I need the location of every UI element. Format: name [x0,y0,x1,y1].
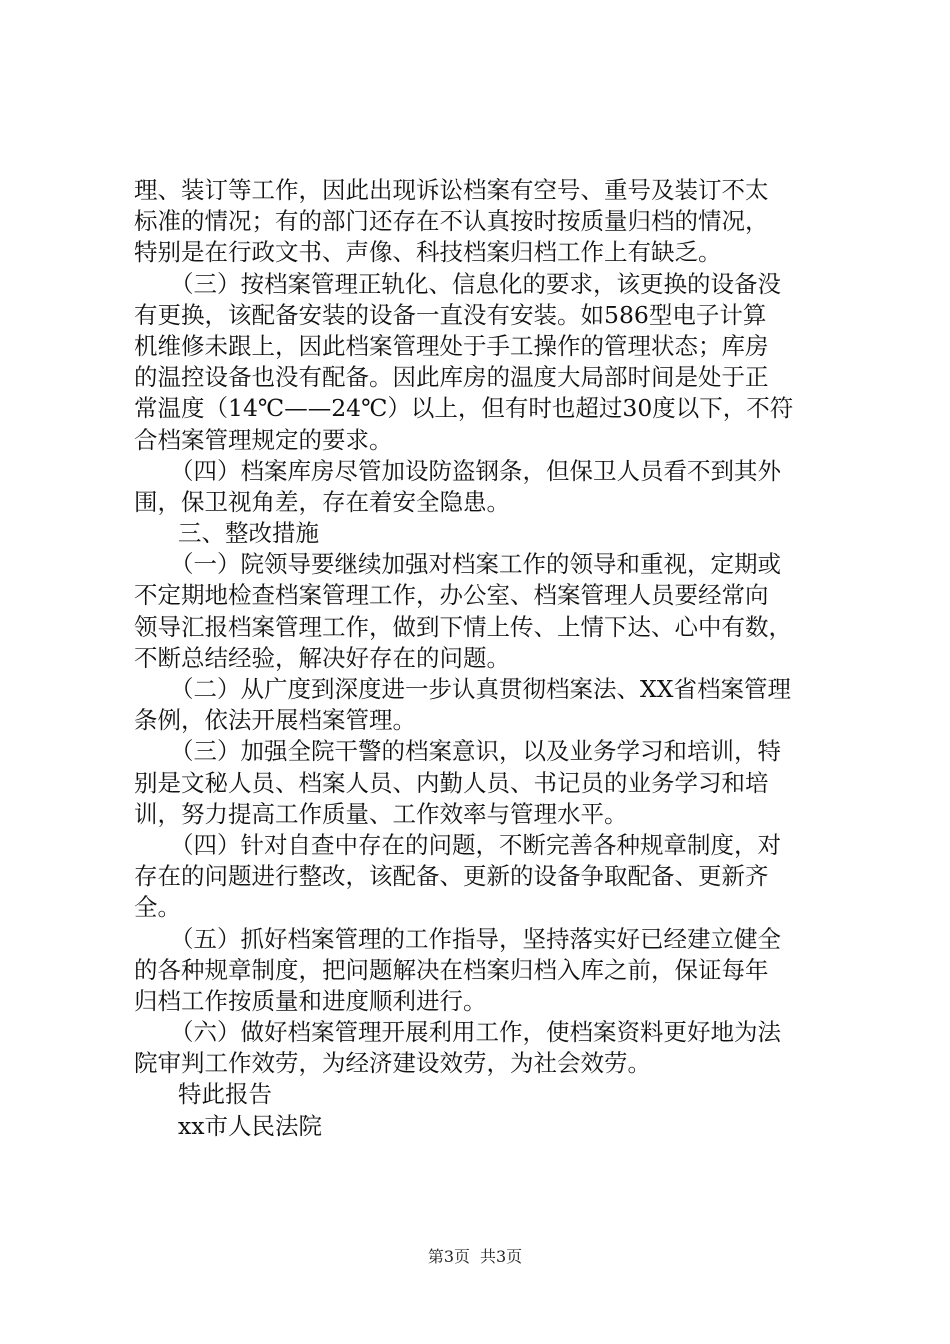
section-heading: 三、整改措施 [178,519,319,548]
text-line: 机维修未跟上，因此档案管理处于手工操作的管理状态；库房 [134,331,769,360]
text-line: 的各种规章制度，把问题解决在档案归档入库之前，保证每年 [134,955,769,984]
text-line: 别是文秘人员、档案人员、内勤人员、书记员的业务学习和培 [134,768,769,797]
text-line: 存在的问题进行整改，该配备、更新的设备争取配备、更新齐 [134,862,769,891]
page-number: 第3页 [427,1247,470,1266]
page-total: 共3页 [480,1247,523,1266]
text-line: 条例，依法开展档案管理。 [134,706,416,735]
text-line: 院审判工作效劳，为经济建设效劳，为社会效劳。 [134,1049,651,1078]
text-line: （二）从广度到深度进一步认真贯彻档案法、XX省档案管理 [170,675,791,703]
signature-line: xx市人民法院 [178,1111,323,1140]
text-line: （六）做好档案管理开展利用工作，使档案资料更好地为法 [170,1018,781,1047]
text-line: 归档工作按质量和进度顺利进行。 [134,986,487,1015]
text-line: 围，保卫视角差，存在着安全隐患。 [134,487,510,516]
text-line: （五）抓好档案管理的工作指导，坚持落实好已经建立健全 [170,924,781,953]
text-line: 合档案管理规定的要求。 [134,425,393,454]
text-line: 常温度（14℃——24℃）以上，但有时也超过30度以下，不符 [134,394,794,423]
text-line: 不定期地检查档案管理工作，办公室、档案管理人员要经常向 [134,581,769,610]
text-line: 训，努力提高工作质量、工作效率与管理水平。 [134,799,628,828]
text-line: （三）加强全院干警的档案意识，以及业务学习和培训，特 [170,737,781,766]
text-line: 标准的情况；有的部门还存在不认真按时按质量归档的情况， [134,207,769,236]
text-line: （三）按档案管理正轨化、信息化的要求，该更换的设备没 [170,269,781,298]
text-line: 不断总结经验，解决好存在的问题。 [134,643,510,672]
text-line: （四）针对自查中存在的问题，不断完善各种规章制度，对 [170,830,781,859]
text-line: 的温控设备也没有配备。因此库房的温度大局部时间是处于正 [134,363,769,392]
text-line: 特别是在行政文书、声像、科技档案归档工作上有缺乏。 [134,238,722,267]
text-line: 领导汇报档案管理工作，做到下情上传、上情下达、心中有数， [134,612,792,641]
text-line: （一）院领导要继续加强对档案工作的领导和重视，定期或 [170,550,781,579]
text-line: 全。 [134,893,181,922]
document-body [134,175,834,1142]
text-line: 有更换，该配备安装的设备一直没有安装。如586型电子计算 [134,300,767,329]
closing-line: 特此报告 [178,1080,272,1109]
page-footer [0,1247,950,1267]
text-line: （四）档案库房尽管加设防盗钢条，但保卫人员看不到其外 [170,456,781,485]
text-line: 理、装订等工作，因此出现诉讼档案有空号、重号及装订不太 [134,176,769,204]
